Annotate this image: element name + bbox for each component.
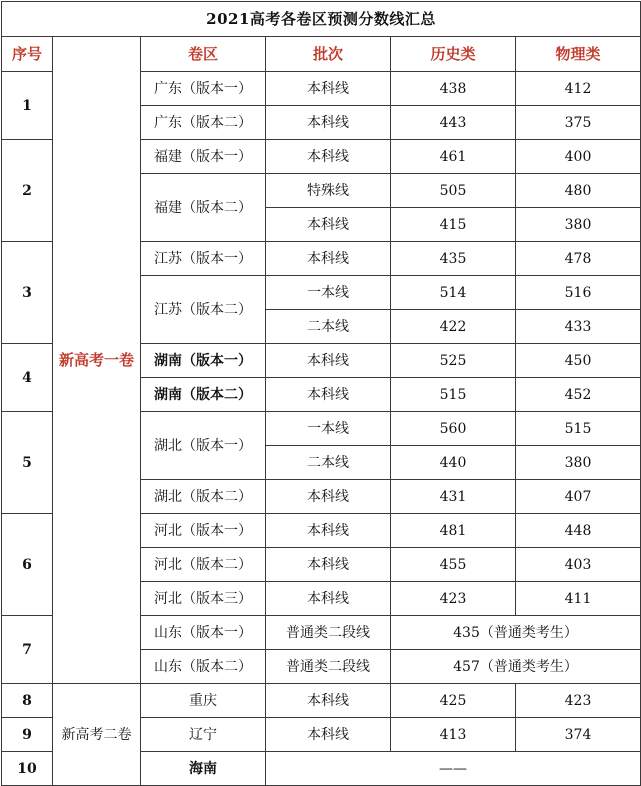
row-index: 1	[2, 72, 53, 140]
row-index: 10	[2, 752, 53, 786]
region-cell: 辽宁	[141, 718, 266, 752]
region-cell: 山东（版本一）	[141, 616, 266, 650]
history-score: 422	[391, 310, 516, 344]
header-region: 卷区	[141, 37, 266, 72]
row-index: 3	[2, 242, 53, 344]
batch-cell: 二本线	[266, 446, 391, 480]
batch-cell: 本科线	[266, 344, 391, 378]
row-index: 7	[2, 616, 53, 684]
history-score: 443	[391, 106, 516, 140]
batch-cell: 普通类二段线	[266, 616, 391, 650]
header-row	[2, 37, 641, 72]
region-cell: 福建（版本二）	[141, 174, 266, 242]
history-score: 435	[391, 242, 516, 276]
history-score: 525	[391, 344, 516, 378]
combined-score: 457（普通类考生）	[391, 650, 641, 684]
batch-cell: 一本线	[266, 276, 391, 310]
physics-score: 380	[516, 446, 641, 480]
batch-cell: 本科线	[266, 208, 391, 242]
header-history: 历史类	[391, 37, 516, 72]
batch-cell: 本科线	[266, 480, 391, 514]
batch-cell: 本科线	[266, 684, 391, 718]
region-cell: 江苏（版本一）	[141, 242, 266, 276]
region-cell: 河北（版本二）	[141, 548, 266, 582]
score-table	[1, 1, 641, 786]
history-score: 440	[391, 446, 516, 480]
history-score: 413	[391, 718, 516, 752]
physics-score: 515	[516, 412, 641, 446]
header-physics: 物理类	[516, 37, 641, 72]
physics-score: 516	[516, 276, 641, 310]
physics-score: 375	[516, 106, 641, 140]
physics-score: 400	[516, 140, 641, 174]
history-score: 560	[391, 412, 516, 446]
batch-cell: 特殊线	[266, 174, 391, 208]
physics-score: 374	[516, 718, 641, 752]
region-cell: 重庆	[141, 684, 266, 718]
region-cell: 湖北（版本一）	[141, 412, 266, 480]
physics-score: 480	[516, 174, 641, 208]
physics-score: 403	[516, 548, 641, 582]
physics-score: 433	[516, 310, 641, 344]
history-score: 431	[391, 480, 516, 514]
history-score: 481	[391, 514, 516, 548]
batch-cell: 普通类二段线	[266, 650, 391, 684]
physics-score: 450	[516, 344, 641, 378]
region-cell: 湖北（版本二）	[141, 480, 266, 514]
physics-score: 411	[516, 582, 641, 616]
table-title: 2021高考各卷区预测分数线汇总	[2, 2, 641, 37]
combined-score: 435（普通类考生）	[391, 616, 641, 650]
region-cell: 海南	[141, 752, 266, 786]
history-score: 425	[391, 684, 516, 718]
row-index: 8	[2, 684, 53, 718]
region-cell: 江苏（版本二）	[141, 276, 266, 344]
physics-score: 452	[516, 378, 641, 412]
history-score: 514	[391, 276, 516, 310]
row-index: 6	[2, 514, 53, 616]
table-row	[2, 684, 641, 718]
batch-cell: 本科线	[266, 582, 391, 616]
combined-score: ——	[266, 752, 641, 786]
physics-score: 412	[516, 72, 641, 106]
batch-cell: 本科线	[266, 718, 391, 752]
history-score: 415	[391, 208, 516, 242]
batch-cell: 本科线	[266, 242, 391, 276]
batch-cell: 本科线	[266, 140, 391, 174]
region-cell: 河北（版本一）	[141, 514, 266, 548]
region-cell: 广东（版本一）	[141, 72, 266, 106]
batch-cell: 二本线	[266, 310, 391, 344]
batch-cell: 本科线	[266, 106, 391, 140]
history-score: 455	[391, 548, 516, 582]
group-label-2: 新高考二卷	[53, 684, 141, 786]
batch-cell: 本科线	[266, 72, 391, 106]
physics-score: 407	[516, 480, 641, 514]
physics-score: 423	[516, 684, 641, 718]
region-cell: 广东（版本二）	[141, 106, 266, 140]
header-index: 序号	[2, 37, 53, 72]
physics-score: 478	[516, 242, 641, 276]
region-cell: 河北（版本三）	[141, 582, 266, 616]
region-cell: 湖南（版本一）	[141, 344, 266, 378]
history-score: 461	[391, 140, 516, 174]
row-index: 5	[2, 412, 53, 514]
row-index: 4	[2, 344, 53, 412]
region-cell: 湖南（版本二）	[141, 378, 266, 412]
group-label-1: 新高考一卷	[53, 37, 141, 684]
batch-cell: 一本线	[266, 412, 391, 446]
physics-score: 448	[516, 514, 641, 548]
history-score: 515	[391, 378, 516, 412]
history-score: 438	[391, 72, 516, 106]
region-cell: 山东（版本二）	[141, 650, 266, 684]
history-score: 423	[391, 582, 516, 616]
header-batch: 批次	[266, 37, 391, 72]
batch-cell: 本科线	[266, 548, 391, 582]
row-index: 9	[2, 718, 53, 752]
batch-cell: 本科线	[266, 514, 391, 548]
row-index: 2	[2, 140, 53, 242]
batch-cell: 本科线	[266, 378, 391, 412]
physics-score: 380	[516, 208, 641, 242]
region-cell: 福建（版本一）	[141, 140, 266, 174]
history-score: 505	[391, 174, 516, 208]
